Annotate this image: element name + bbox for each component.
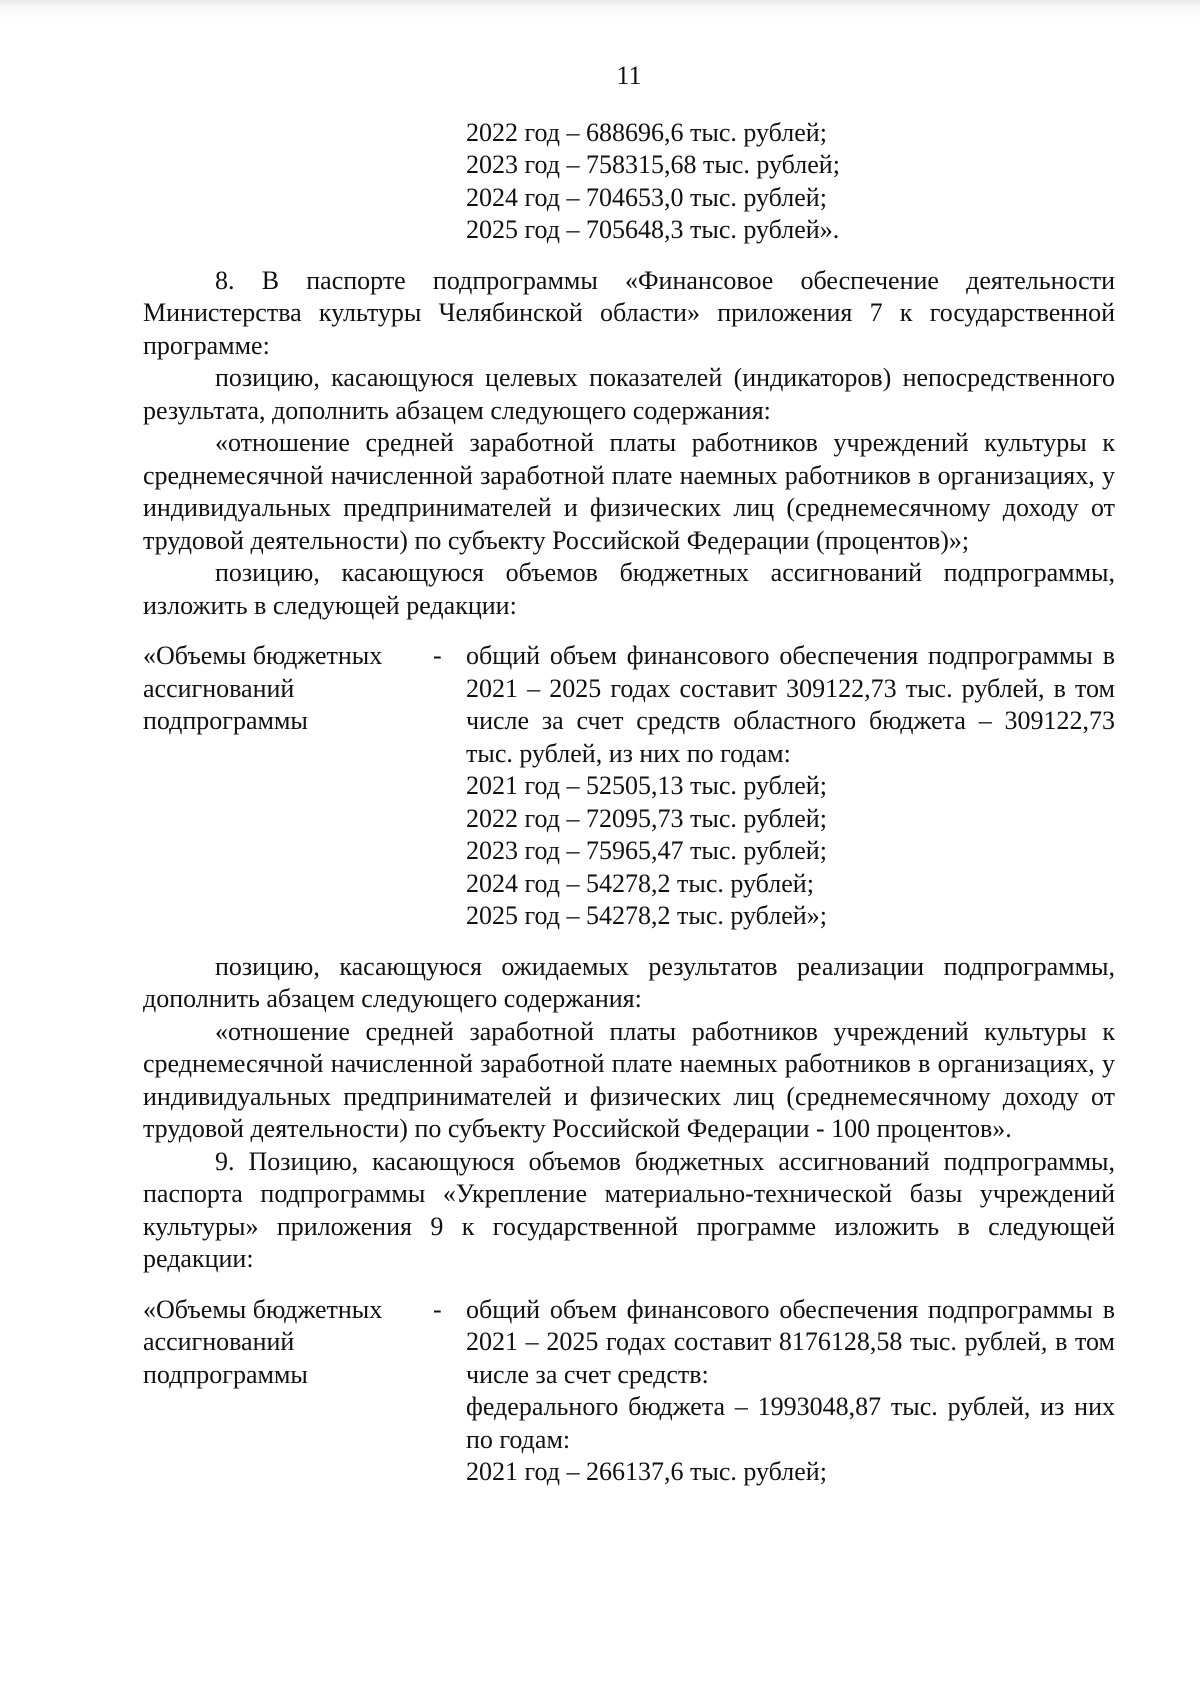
list-item: 2022 год – 72095,73 тыс. рублей; [466,803,827,833]
spacer [143,933,1115,951]
paragraph-8-position-3: позицию, касающуюся ожидаемых результатов реализации подпрограммы, дополнить абзацем следующего содержания: [143,951,1115,1013]
paragraph-8-position-2: позицию, касающуюся объемов бюджетных ассигнований подпрограммы, изложить в следующей редакции: [143,558,1115,620]
list-item: 2024 год – 54278,2 тыс. рублей; [466,868,814,898]
paragraph-8-quote-2: «отношение средней заработной платы работников учреждений культуры к среднемесячной начисленной заработной плате наемных работников в организациях, у индивидуальных предпринимателей и физических лиц (среднемесячному доходу от трудовой деятельности) по субъекту Российской Федерации - 100 процентов». [143,1016,1115,1143]
list-item: 2021 год – 266137,6 тыс. рублей; [466,1457,827,1486]
label-line: подпрограммы [143,706,308,735]
label-line: «Объемы бюджетных [143,1294,383,1324]
list-item: 2025 год – 705648,3 тыс. рублей». [466,215,840,244]
label-line: «Объемы бюджетных [143,641,383,670]
budget-block-1-label [143,640,433,933]
budget-block-1 [143,640,1115,933]
paragraph-8-position-1: позицию, касающуюся целевых показателей (индикаторов) непосредственного результата, дополнить абзацем следующего содержания: [143,363,1115,425]
spacer [143,1276,1115,1294]
spacer [143,622,1115,640]
list-item: 2024 год – 704653,0 тыс. рублей; [466,182,827,212]
budget-block-2-intro: общий объем финансового обеспечения подпрограммы в 2021 – 2025 годах составит 8176128,58 тыс. рублей, в том числе за счет средств: [466,1294,1115,1389]
budget-block-1-content [466,640,1115,933]
list-item: 2025 год – 54278,2 тыс. рублей»; [466,901,827,930]
label-line: ассигнований [143,1327,295,1356]
label-line: подпрограммы [143,1359,308,1389]
page-number: 11 [616,61,642,90]
list-item: 2023 год – 75965,47 тыс. рублей; [466,836,827,865]
budget-block-2-federal: федерального бюджета – 1993048,87 тыс. рублей, из них по годам: [466,1392,1115,1454]
label-line: ассигнований [143,673,295,703]
budget-block-2-label [143,1294,433,1489]
paragraph-8-title: 8. В паспорте подпрограммы «Финансовое обеспечение деятельности Министерства культуры Челябинской области» приложения 7 к государственной программе: [143,265,1115,360]
budget-year-list [143,117,1115,247]
dash: - [433,641,442,670]
list-item: 2022 год – 688696,6 тыс. рублей; [466,117,827,147]
scan-edge [0,0,1200,20]
list-item: 2023 год – 758315,68 тыс. рублей; [466,150,840,179]
document-page [143,60,1115,1489]
list-item: 2021 год – 52505,13 тыс. рублей; [466,771,827,800]
budget-block-2-content [466,1294,1115,1489]
dash: - [433,1294,442,1324]
paragraph-8-quote-1: «отношение средней заработной платы работников учреждений культуры к среднемесячной начисленной заработной плате наемных работников в организациях, у индивидуальных предпринимателей и физических лиц (среднемесячному доходу от трудовой деятельности) по субъекту Российской Федерации (процентов)»; [143,428,1115,555]
paragraph-9: 9. Позицию, касающуюся объемов бюджетных ассигнований подпрограммы, паспорта подпрограммы «Укрепление материально-технической базы учреждений культуры» приложения 9 к государственной программе изложить в следующей редакции: [143,1146,1115,1273]
budget-block-1-intro: общий объем финансового обеспечения подпрограммы в 2021 – 2025 годах составит 309122,73 тыс. рублей, в том числе за счет средств областного бюджета – 309122,73 тыс. рублей, из них по годам: [466,641,1115,768]
budget-block-2 [143,1294,1115,1489]
spacer [143,247,1115,265]
